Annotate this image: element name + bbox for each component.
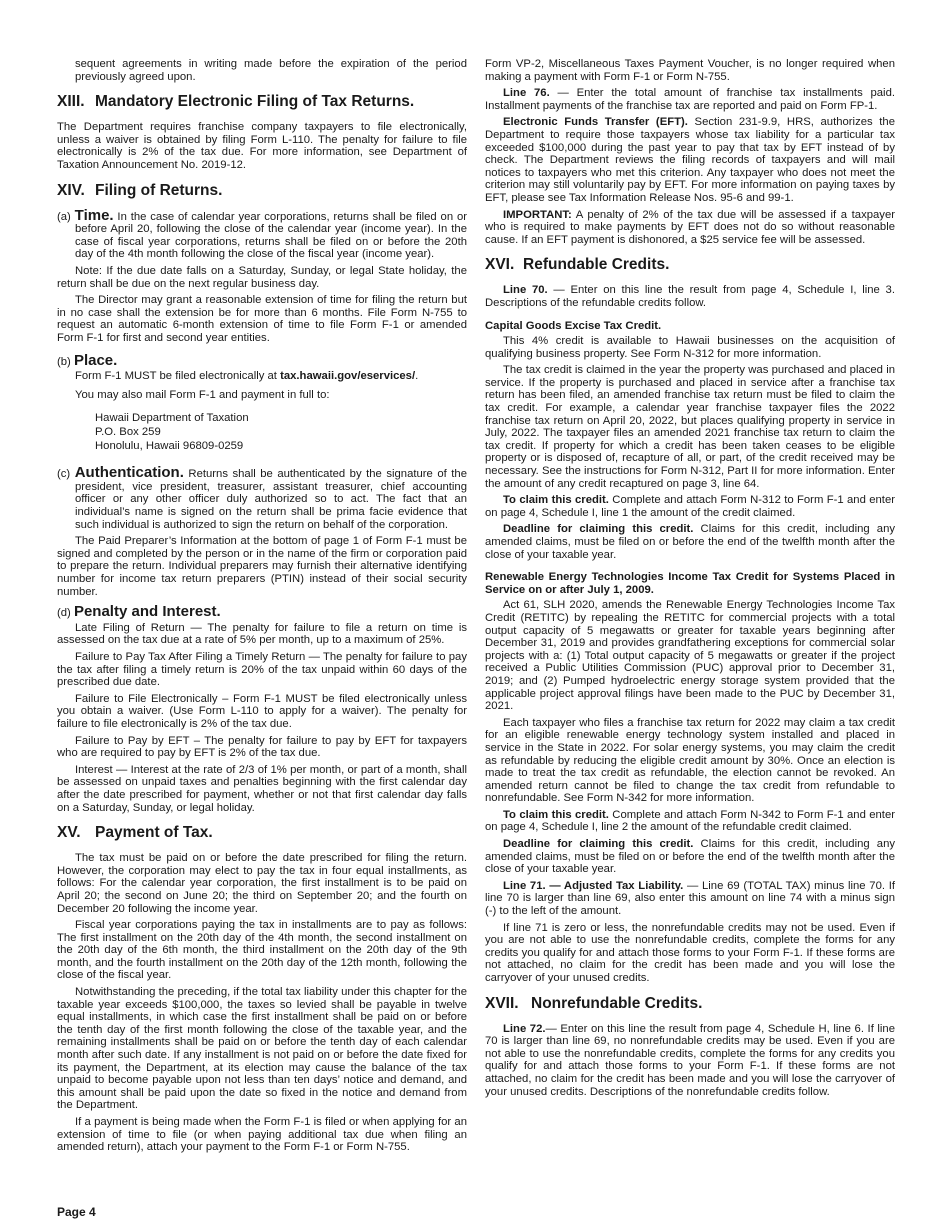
capital-goods-paragraph-1: This 4% credit is available to Hawaii businesses on the acquisition of qualifying business property. See Form N-312 for more information.	[485, 335, 895, 360]
subsection-a-text: In the case of calendar year corporations, returns shall be filed on or before April 20, following the close of the calendar year (income year). In the case of fiscal year corporations, returns shall be filed on or before the 20th day of the 4th month following the close of the fiscal year (income year).	[75, 210, 467, 261]
subsection-a-time	[57, 206, 467, 261]
section-14-number: XIV.	[57, 181, 85, 199]
section-17-heading	[485, 995, 895, 1013]
subsection-a-label: (a)	[57, 210, 71, 223]
renewable-energy-paragraph-1: Act 61, SLH 2020, amends the Renewable Energy Technologies Income Tax Credit (RETITC) by repealing the RETITC for commercial projects with a total output capacity of 5 megawatts or greater for taxable years beginning after December 31, 2019 and provides grandfathering exceptions for commercial solar projects with a: (1) Total output capacity of 5 megawatts or greater if the project received a Public Utilities Commission (PUC) approval prior to December 31, 2019; and (2) Pumped hydroelectric energy storage system provided that the applicable project approval filings have been made to the PUC by December 31, 2021.	[485, 599, 895, 713]
section-16-number: XVI.	[485, 256, 515, 274]
eservices-link[interactable]: tax.hawaii.gov/eservices/	[280, 370, 416, 383]
address-line-3: Honolulu, Hawaii 96809-0259	[95, 440, 244, 453]
penalty-failure-to-pay: Failure to Pay Tax After Filing a Timely Return — The penalty for failure to pay the tax after filing a timely return is 20% of the tax unpaid within 60 days of the prescribed due date.	[57, 651, 467, 689]
capital-goods-paragraph-2: The tax credit is claimed in the year the property was purchased and placed in service. If the property is purchased and placed in service after a franchise tax return has been filed, an amended franchise tax return must be filed to claim the tax credit. For example, a calendar year franchise taxpayer files the 2022 franchise tax return on April 20, 2022, but places qualifying property in service in July, 2022. The taxpayer files an amended 2021 franchise tax return to claim the tax credit. If property for which a credit has been taken ceases to be eligible property or is disposed of, recapture of all, or part, of the credit received may be necessary. See the instructions for Form N-312, Part II for more information. Enter the amount of any credit recaptured on page 3, line 64.	[485, 364, 895, 490]
subsection-b-label: (b)	[57, 355, 71, 368]
left-column	[57, 58, 467, 1158]
section-16-heading	[485, 256, 895, 274]
payment-paragraph-4: If a payment is being made when the Form F-1 is filed or when applying for an extension of time to file (or when paying additional tax due when filing an amended return), attach your payment to the Form F-1 or Form N-755.	[57, 1116, 467, 1154]
subsection-c-label: (c)	[57, 468, 71, 481]
important-label: IMPORTANT:	[503, 208, 572, 221]
subsection-a-extension: The Director may grant a reasonable extension of time for filing the return but in no case shall the extension be for more than 6 months. File Form N-755 to request an automatic 6-month extension of time to file Form F-1 or amended Form F-1 for first and second year entities.	[57, 294, 467, 344]
line-72-label: Line 72.	[503, 1022, 546, 1035]
renewable-energy-claim-label: To claim this credit.	[503, 808, 609, 821]
payment-voucher-note: Form VP-2, Miscellaneous Taxes Payment Voucher, is no longer required when making a payment with Form F-1 or Form N-755.	[485, 58, 895, 83]
section-17-title: Nonrefundable Credits.	[531, 994, 703, 1012]
subsection-c-preparer: The Paid Preparer’s Information at the bottom of page 1 of Form F-1 must be signed and completed by the person or in the name of the firm or corporation paid to prepare the return. Individual preparers may furnish their alternative identifying number for income tax return preparers (PTIN) instead of their social security number.	[57, 535, 467, 598]
line-76-instruction: Line 76. — Enter the total amount of franchise tax installments paid. Installment payments of the franchise tax are reported and paid on Form FP-1.	[485, 87, 895, 112]
renewable-energy-deadline: Deadline for claiming this credit. Claims for this credit, including any amended claims, must be filed on or before the end of the twelfth month after the close of your taxable year.	[485, 838, 895, 876]
section-13-number: XIII.	[57, 93, 85, 111]
subsection-a-title: Time.	[74, 206, 114, 224]
intro-continuation: sequent agreements in writing made before the expiration of the period previously agreed upon.	[75, 58, 467, 83]
penalty-interest: Interest — Interest at the rate of 2/3 of 1% per month, or part of a month, shall be assessed on unpaid taxes and penalties beginning with the first calendar day after the date prescribed for payment, whether or not that first calendar day falls on a Saturday, Sunday, or legal holiday.	[57, 763, 467, 814]
penalty-late-filing: Late Filing of Return — The penalty for failure to file a return on time is assessed on the tax due at a rate of 5% per month, up to a maximum of 25%.	[57, 621, 467, 647]
subsection-b-line1: Form F-1 MUST be filed electronically at tax.hawaii.gov/eservices/.	[75, 370, 419, 383]
line-72-instruction: Line 72.— Enter on this line the result from page 4, Schedule H, line 6. If line 70 is larger than line 69, no nonrefundable credits may be used. Even if you are not able to use the nonrefundable credits, complete the forms for any credits you qualify for and attach those forms to your Form F-1. If these forms are not attached, no claim for the credit has been made and you will lose the carryover of your unused credits. Descriptions of the nonrefundable credits follow.	[485, 1022, 895, 1098]
line-76-label: Line 76.	[503, 87, 550, 100]
capital-goods-deadline-label: Deadline for claiming this credit.	[503, 523, 694, 536]
penalty-failure-to-file-electronically: Failure to File Electronically – Form F-1 MUST be filed electronically unless you obtain a waiver. (Use Form L-110 to apply for a waiver). The penalty for failure to file electronically is 2% of the tax due.	[57, 692, 467, 730]
important-paragraph: IMPORTANT: A penalty of 2% of the tax due will be assessed if a taxpayer who is required to make payments by EFT does not do so without reasonable cause. If an EFT payment is dishonored, a $25 service fee will be assessed.	[485, 208, 895, 246]
line-70-label: Line 70.	[503, 284, 548, 297]
subsection-c-text: Returns shall be authenticated by the signature of the president, vice president, treasurer, assistant treasurer, chief accounting officer or any other officer duly authorized so to act. The fact that an individual’s name is signed on the return shall be prima facie evidence that such individual is authorized to sign the return on behalf of the corporation.	[75, 468, 467, 531]
payment-paragraph-2: Fiscal year corporations paying the tax in installments are to pay as follows: The first installment on the 20th day of the 4th month, the second installment on the 20th day of the 6th month, the third installment on the 20th day of the 9th month, and the fourth installment on the 20th day of the 12th month, following the close of the fiscal year.	[57, 919, 467, 982]
subsection-d-heading	[57, 603, 467, 621]
line-71-label: Line 71. — Adjusted Tax Liability.	[503, 879, 684, 892]
renewable-energy-heading: Renewable Energy Technologies Income Tax Credit for Systems Placed in Service on or after July 1, 2009.	[485, 571, 895, 596]
line-71-paragraph-2: If line 71 is zero or less, the nonrefundable credits may not be used. Even if you are not able to use the nonrefundable credits, complete the forms for any credits you qualify for and attach those forms to your Form F-1. If these forms are not attached, no claim for the credit has been made and you will lose the carryover of your unused credits.	[485, 921, 895, 984]
subsection-d-label: (d)	[57, 607, 71, 620]
line-70-instruction: Line 70. — Enter on this line the result from page 4, Schedule I, line 3. Descriptions of the refundable credits follow.	[485, 284, 895, 309]
section-15-heading	[57, 824, 467, 842]
mailing-address	[57, 411, 467, 453]
section-14-title: Filing of Returns.	[95, 181, 223, 199]
renewable-energy-deadline-label: Deadline for claiming this credit.	[503, 838, 694, 851]
subsection-b-heading	[57, 351, 467, 369]
capital-goods-deadline: Deadline for claiming this credit. Claims for this credit, including any amended claims, must be filed on or before the end of the twelfth month after the close of your taxable year.	[485, 523, 895, 561]
section-15-number: XV.	[57, 824, 81, 842]
section-13-paragraph: The Department requires franchise company taxpayers to file electronically, unless a waiver is obtained by filing Form L-110. The penalty for failure to file electronically is 2% of the tax due. For more information, see Department of Taxation Announcement No. 2019-12.	[57, 121, 467, 171]
eft-paragraph: Electronic Funds Transfer (EFT). Section 231-9.9, HRS, authorizes the Department to require those taxpayers whose tax liability for a particular tax exceeded $100,000 during the past year to pay that tax by EFT instead of by check. The Department reviews the filing records of taxpayers and will mail notices to taxpayers who met this criterion. Any taxpayer who does not meet the criterion may still voluntarily pay by EFT. For more information on paying taxes by EFT, please see Tax Information Release Nos. 95-6 and 99-1.	[485, 116, 895, 204]
section-16-title: Refundable Credits.	[523, 256, 670, 274]
subsection-a-note: Note: If the due date falls on a Saturday, Sunday, or legal State holiday, the return shall be due on the next regular business day.	[57, 264, 467, 290]
renewable-energy-claim: To claim this credit. Complete and attach Form N-342 to Form F-1 and enter on page 4, Schedule I, line 2 the amount of the refundable credit claimed.	[485, 808, 895, 834]
section-15-title: Payment of Tax.	[95, 824, 213, 842]
penalty-failure-to-pay-eft: Failure to Pay by EFT – The penalty for failure to pay by EFT for taxpayers who are required to pay by EFT is 2% of the tax due.	[57, 734, 467, 760]
eft-label: Electronic Funds Transfer (EFT).	[503, 116, 688, 129]
address-line-2: P.O. Box 259	[95, 426, 161, 439]
capital-goods-claim: To claim this credit. Complete and attach Form N-312 to Form F-1 and enter on page 4, Schedule I, line 1 the amount of the credit claimed.	[485, 494, 895, 519]
address-line-1: Hawaii Department of Taxation	[95, 412, 249, 425]
subsection-b-title: Place.	[73, 351, 118, 369]
subsection-d-title: Penalty and Interest.	[73, 603, 221, 621]
payment-paragraph-3: Notwithstanding the preceding, if the total tax liability under this chapter for the taxable year exceeds $100,000, the taxes so levied shall be payable in twelve equal installments, in which case the first installment shall be paid on or before the tenth day of the first month following the close of the taxable year, and the remaining installments shall be paid on or before the tenth day of each calendar month after such date. If any installment is not paid on or before the date fixed for its payment, the Department, at its election may cause the balance of the tax unpaid to become payable upon not less than ten days’ notice and demand, and this amount shall be paid upon the date so fixed in the notice and demand from the Department.	[57, 986, 467, 1112]
renewable-energy-paragraph-2: Each taxpayer who files a franchise tax return for 2022 may claim a tax credit for an eligible renewable energy technology system installed and placed in service in the State in 2022. For solar energy systems, you may claim the credit as refundable by reducing the eligible credit amount by 30%. Once an election is made to treat the tax credit as refundable, the election cannot be revoked. An amended return cannot be filed to change the tax credit from refundable to nonrefundable. See Form N-342 for more information.	[485, 716, 895, 805]
section-13-title: Mandatory Electronic Filing of Tax Returns.	[95, 93, 415, 111]
section-13-heading	[57, 93, 467, 111]
section-17-number: XVII.	[485, 994, 519, 1012]
line-71-instruction: Line 71. — Adjusted Tax Liability. — Line 69 (TOTAL TAX) minus line 70. If line 70 is larger than line 69, also enter this amount on line 74 with a minus sign (-) to the left of the amount.	[485, 879, 895, 918]
payment-paragraph-1: The tax must be paid on or before the date prescribed for filing the return. However, the corporation may elect to pay the tax in four equal installments, as follows: For the calendar year corporation, the first installment is to be paid on April 20; the second on June 20; the third on September 20; and the fourth on December 20 following the income year.	[57, 852, 467, 915]
subsection-b-line2: You may also mail Form F-1 and payment in full to:	[75, 388, 330, 401]
capital-goods-claim-label: To claim this credit.	[503, 494, 609, 507]
capital-goods-heading: Capital Goods Excise Tax Credit.	[485, 319, 662, 332]
section-14-heading	[57, 182, 467, 200]
page-number: Page 4	[57, 1205, 96, 1219]
right-column	[485, 58, 895, 1102]
subsection-c-title: Authentication.	[74, 464, 184, 482]
subsection-c-authentication	[57, 464, 467, 531]
